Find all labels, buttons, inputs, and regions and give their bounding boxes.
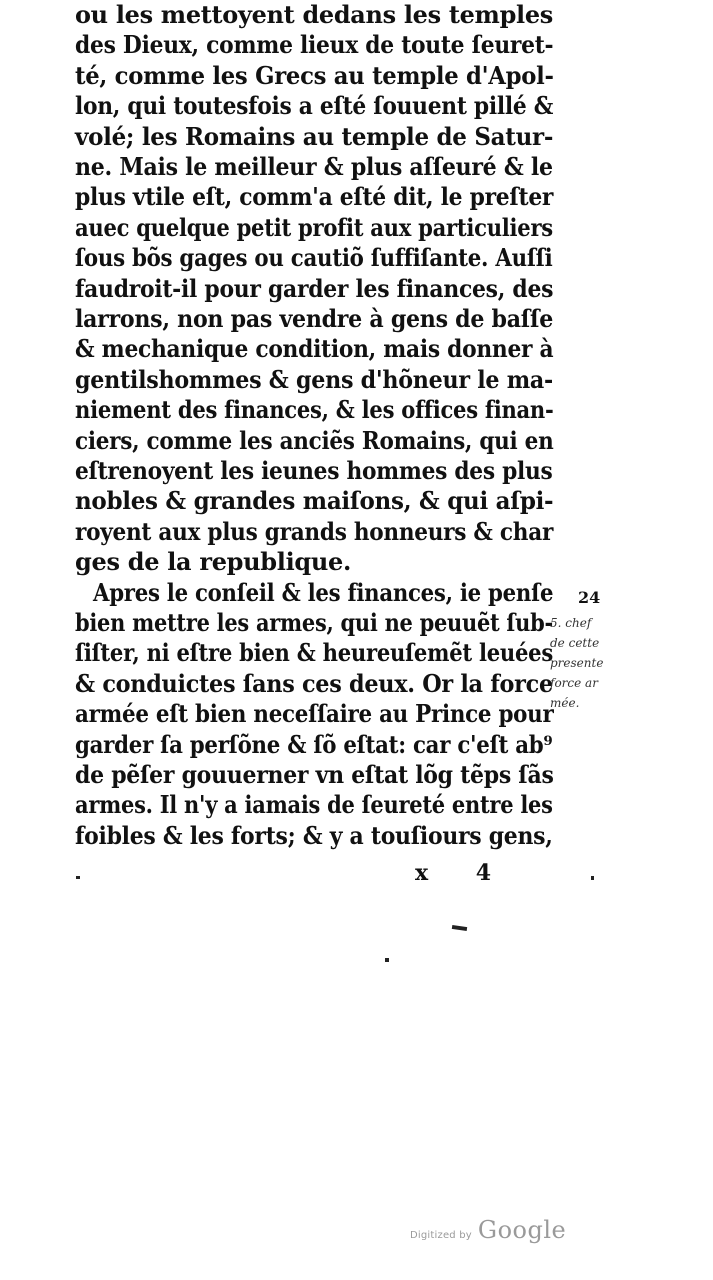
signature-mark: x 4 — [415, 860, 512, 886]
margin-note-line: mée. — [550, 696, 580, 710]
text-line: bien mettre les armes, qui ne peuuẽt ſub- — [75, 608, 553, 637]
text-line: niement des finances, & les offices finan- — [75, 395, 554, 425]
text-line: plus vtile eſt, comm'a eſté dit, le preſter — [75, 182, 554, 212]
text-line: & mechanique condition, mais donner à — [75, 334, 554, 364]
text-line: faudroit-il pour garder les finances, des — [75, 273, 554, 303]
text-line: ou les mettoyent dedans les temples — [75, 0, 553, 29]
text-line: ſous bõs gages ou cautiõ ſuffiſante. Auſſi — [75, 243, 553, 273]
margin-folio: 24 — [578, 588, 601, 607]
margin-note-line: force ar — [550, 676, 598, 690]
ink-speck — [452, 925, 467, 931]
text-line: volé; les Romains au temple de Satur- — [75, 121, 554, 151]
text-line: nobles & grandes maiſons, & qui aſpi- — [75, 486, 554, 516]
text-line: ne. Mais le meilleur & plus aſſeuré & le — [75, 152, 553, 181]
watermark-prefix: Digitized by — [410, 1230, 472, 1241]
margin-note-line: 5. chef — [550, 616, 592, 630]
text-line: ges de la republique. — [75, 547, 352, 577]
text-line: té, comme les Grecs au temple d'Apol- — [75, 60, 554, 90]
text-line: lon, qui toutesfois a eſté ſouuent pillé & — [75, 91, 554, 121]
text-line: ciers, comme les anciẽs Romains, qui en — [75, 425, 554, 455]
text-line: gentilshommes & gens d'hõneur le ma- — [75, 364, 553, 394]
text-line: armée eſt bien neceſſaire au Prince pour — [75, 699, 554, 729]
text-line: des Dieux, comme lieux de toute ſeuret- — [75, 30, 554, 60]
text-line: de pẽſer gouuerner vn eſtat lõg tẽps ſãs — [75, 760, 554, 789]
text-line: auec quelque petit profit aux particuliers — [75, 212, 553, 242]
digitized-watermark — [410, 1216, 566, 1244]
text-line: & conduictes ſans ces deux. Or la force — [75, 668, 553, 698]
ink-speck — [385, 958, 389, 962]
margin-note-line: presente — [550, 656, 604, 670]
text-line: ſiſter, ni eſtre bien & heureuſemẽt leuées — [75, 638, 553, 668]
text-line: eſtrenoyent les ieunes hommes des plus — [75, 456, 553, 485]
text-line: garder ſa perſõne & ſõ eſtat: car c'eſt ab⁹ — [75, 729, 553, 759]
text-line: foibles & les forts; & y a touſiours gens, — [75, 820, 553, 850]
text-line: royent aux plus grands honneurs & char — [75, 516, 554, 546]
ink-speck — [591, 876, 594, 880]
ink-speck — [76, 876, 80, 879]
text-line: Apres le conſeil & les finances, ie penſe — [93, 577, 554, 607]
watermark-brand: Google — [477, 1216, 567, 1244]
text-line: larrons, non pas vendre à gens de baſſe — [75, 304, 554, 333]
text-line: armes. Il n'y a iamais de ſeureté entre les — [75, 790, 553, 820]
margin-note-line: de cette — [550, 636, 600, 650]
